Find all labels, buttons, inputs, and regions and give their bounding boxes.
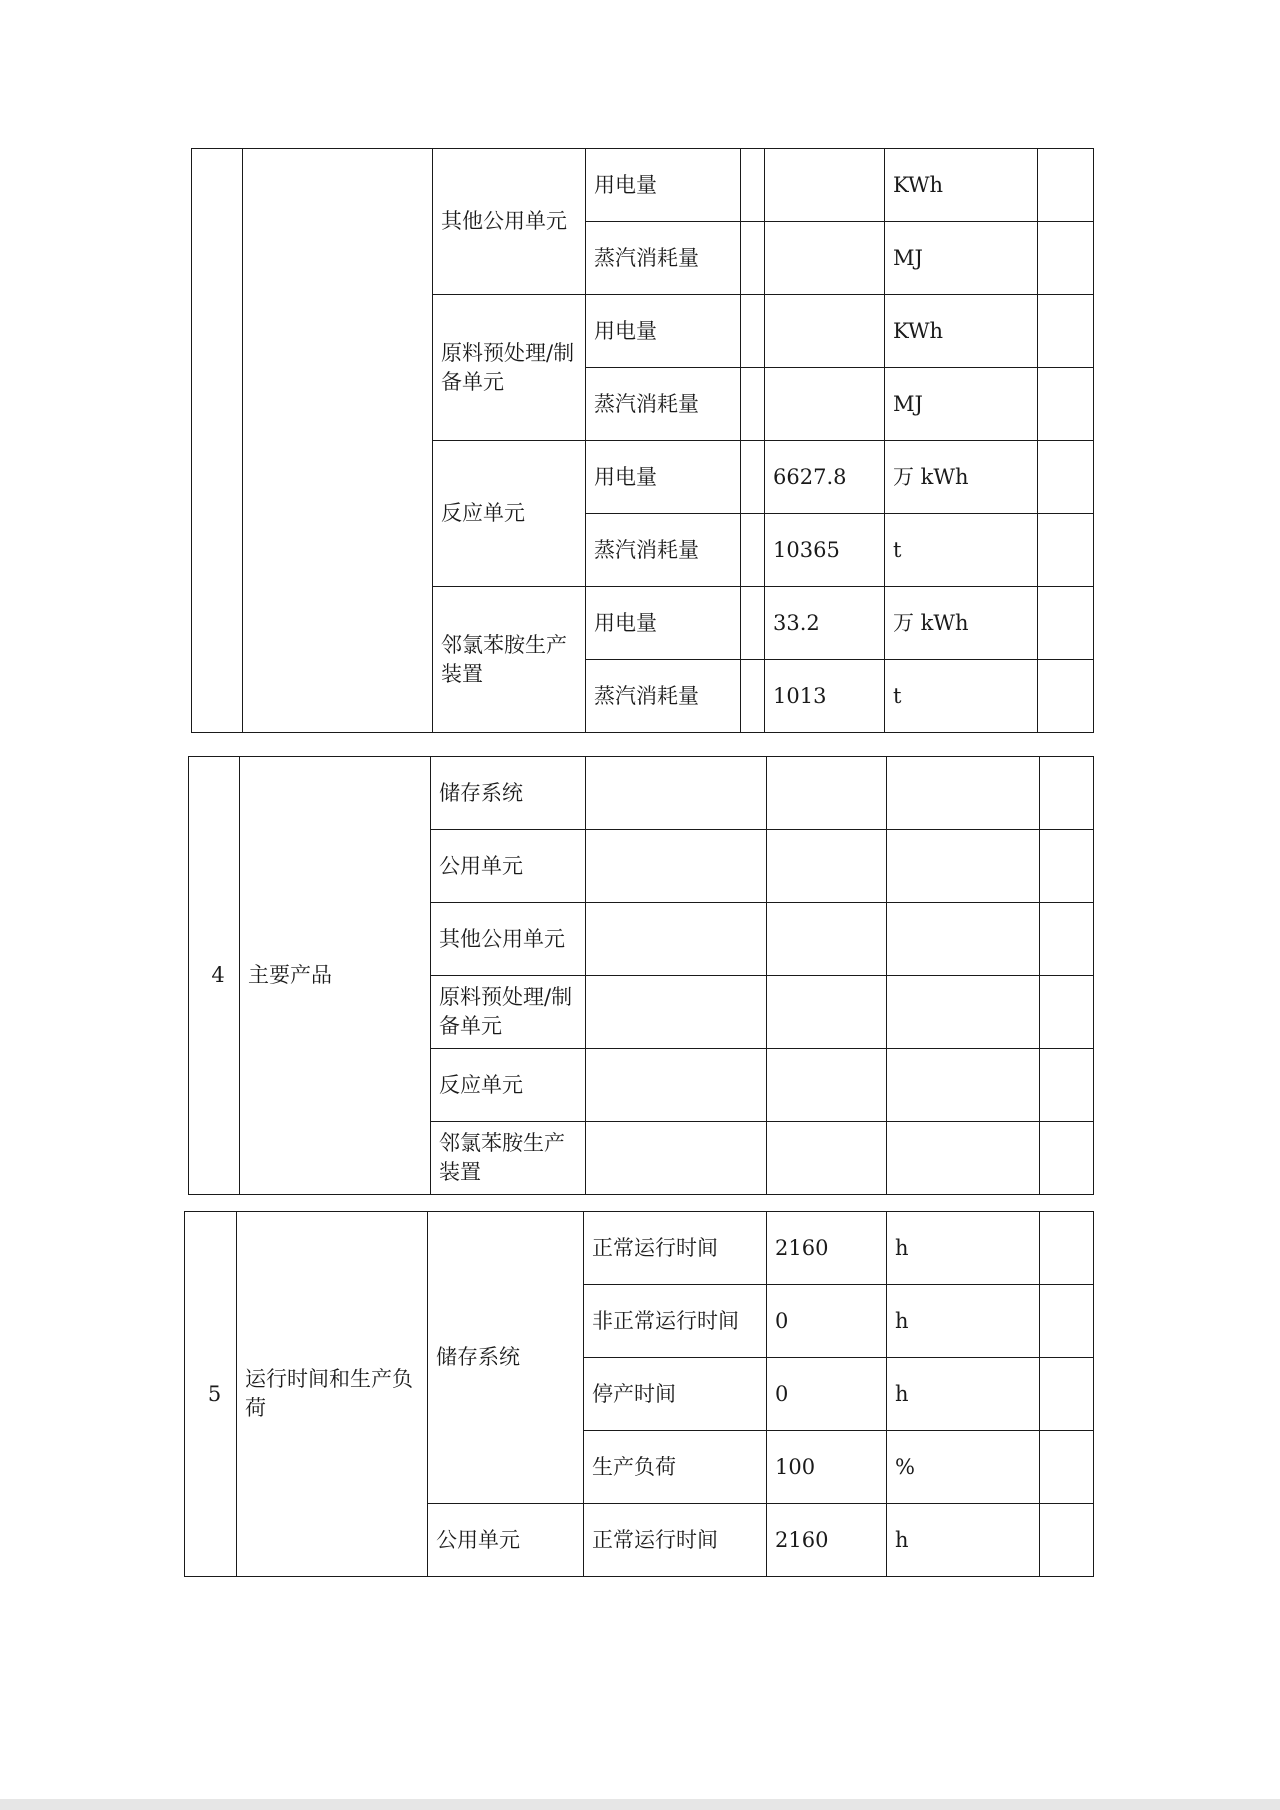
empty-cell [887,903,1040,976]
main-products-table [188,756,1094,1195]
remark-cell [1040,1431,1094,1504]
value-cell: 6627.8 [765,441,885,514]
value-cell [765,368,885,441]
section-number: 4 [189,757,240,1195]
empty-cell [586,976,767,1049]
value-cell: 0 [767,1358,887,1431]
empty-cell [767,830,887,903]
empty-cell [586,1122,767,1195]
unit-cell: 万 kWh [885,441,1038,514]
spacer-cell [741,441,765,514]
value-cell: 33.2 [765,587,885,660]
empty-cell [887,757,1040,830]
remark-cell [1040,1049,1094,1122]
unit-name: 其他公用单元 [431,903,586,976]
unit-cell: h [887,1358,1040,1431]
table-row [192,149,1094,222]
remark-cell [1038,368,1094,441]
unit-cell: KWh [885,149,1038,222]
remark-cell [1040,1285,1094,1358]
value-cell: 2160 [767,1504,887,1577]
unit-cell: t [885,660,1038,733]
item-label: 非正常运行时间 [584,1285,767,1358]
remark-cell [1040,1122,1094,1195]
unit-cell: % [887,1431,1040,1504]
unit-name: 原料预处理/制备单元 [433,295,586,441]
value-cell: 0 [767,1285,887,1358]
spacer-cell [741,368,765,441]
empty-cell [767,1122,887,1195]
scan-edge [0,1799,1280,1810]
unit-name: 其他公用单元 [433,149,586,295]
unit-cell: h [887,1212,1040,1285]
spacer-cell [741,295,765,368]
section-title: 运行时间和生产负荷 [237,1212,428,1577]
value-cell [765,295,885,368]
remark-cell [1040,1504,1094,1577]
unit-name: 原料预处理/制备单元 [431,976,586,1049]
item-label: 用电量 [586,149,741,222]
remark-cell [1040,903,1094,976]
empty-cell [767,976,887,1049]
remark-cell [1038,587,1094,660]
value-cell [765,149,885,222]
unit-cell: t [885,514,1038,587]
value-cell [765,222,885,295]
empty-cell [887,976,1040,1049]
item-label: 停产时间 [584,1358,767,1431]
operating-time-table [184,1211,1094,1577]
item-label: 蒸汽消耗量 [586,660,741,733]
empty-cell [586,757,767,830]
unit-name: 公用单元 [428,1504,584,1577]
item-label: 生产负荷 [584,1431,767,1504]
empty-cell [586,1049,767,1122]
unit-name: 反应单元 [431,1049,586,1122]
spacer-cell [741,149,765,222]
item-label: 用电量 [586,441,741,514]
value-cell: 100 [767,1431,887,1504]
empty-cell [767,1049,887,1122]
remark-cell [1040,1212,1094,1285]
item-label: 蒸汽消耗量 [586,368,741,441]
spacer-cell [741,514,765,587]
item-label: 蒸汽消耗量 [586,222,741,295]
unit-name: 储存系统 [428,1212,584,1504]
item-label: 用电量 [586,587,741,660]
item-label: 正常运行时间 [584,1504,767,1577]
unit-cell: 万 kWh [885,587,1038,660]
energy-consumption-table [191,148,1094,733]
category-cell [243,149,433,733]
unit-cell: h [887,1285,1040,1358]
remark-cell [1038,295,1094,368]
table-row [189,757,1094,830]
index-cell [192,149,243,733]
table-row [185,1212,1094,1285]
spacer-cell [741,587,765,660]
remark-cell [1038,441,1094,514]
remark-cell [1040,976,1094,1049]
value-cell: 2160 [767,1212,887,1285]
empty-cell [887,830,1040,903]
section-number: 5 [185,1212,237,1577]
unit-name: 邻氯苯胺生产装置 [433,587,586,733]
section-title: 主要产品 [240,757,431,1195]
empty-cell [767,903,887,976]
unit-name: 反应单元 [433,441,586,587]
remark-cell [1040,830,1094,903]
unit-name: 公用单元 [431,830,586,903]
unit-name: 储存系统 [431,757,586,830]
unit-cell: MJ [885,222,1038,295]
item-label: 蒸汽消耗量 [586,514,741,587]
remark-cell [1040,757,1094,830]
value-cell: 10365 [765,514,885,587]
unit-cell: h [887,1504,1040,1577]
empty-cell [586,830,767,903]
remark-cell [1040,1358,1094,1431]
spacer-cell [741,660,765,733]
item-label: 用电量 [586,295,741,368]
empty-cell [887,1049,1040,1122]
empty-cell [887,1122,1040,1195]
remark-cell [1038,149,1094,222]
remark-cell [1038,660,1094,733]
spacer-cell [741,222,765,295]
empty-cell [586,903,767,976]
unit-name: 邻氯苯胺生产装置 [431,1122,586,1195]
unit-cell: MJ [885,368,1038,441]
remark-cell [1038,222,1094,295]
item-label: 正常运行时间 [584,1212,767,1285]
remark-cell [1038,514,1094,587]
empty-cell [767,757,887,830]
value-cell: 1013 [765,660,885,733]
unit-cell: KWh [885,295,1038,368]
